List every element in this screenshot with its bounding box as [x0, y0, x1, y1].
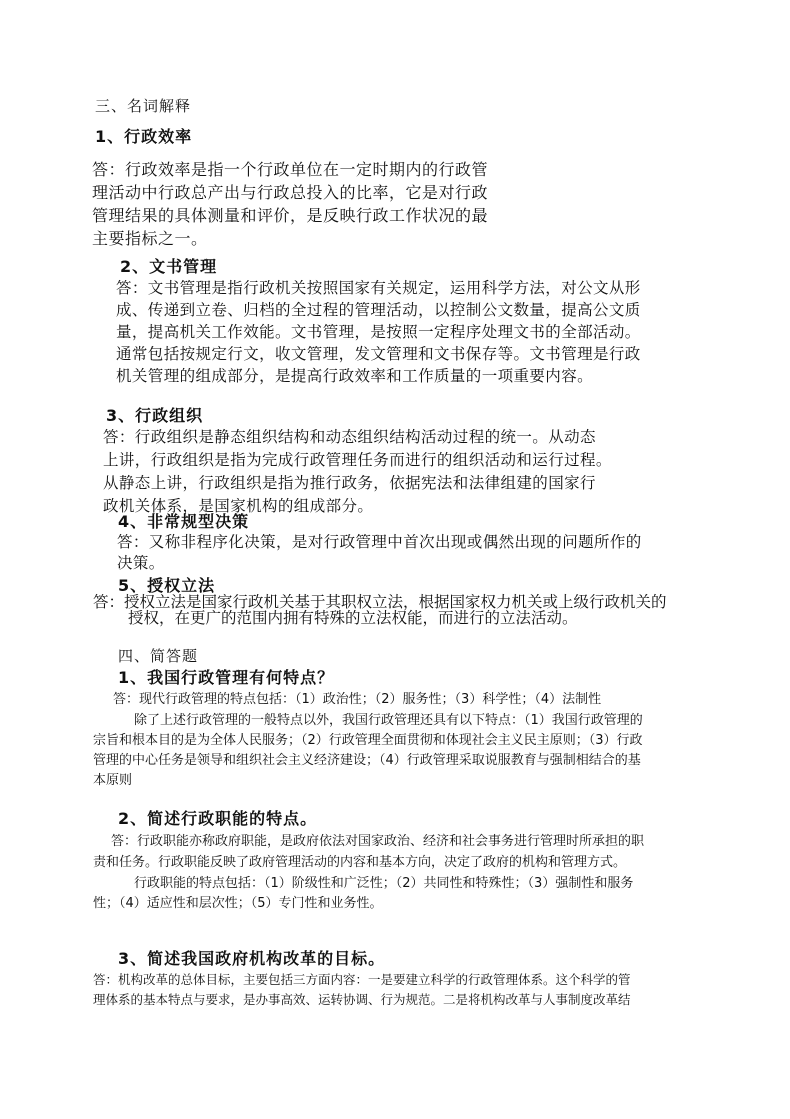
answer-line: 答：行政效率是指一个行政单位在一定时期内的行政管 — [92, 160, 489, 179]
answer-line: 答：授权立法是国家行政机关基于其职权立法，根据国家权力机关或上级行政机关的 — [93, 593, 667, 611]
answer-line: 答：行政职能亦称政府职能，是政府依法对国家政治、经济和社会事务进行管理时所承担的职 — [111, 834, 645, 849]
question-heading: 2、简述行政职能的特点。 — [118, 809, 318, 828]
term-heading: 1、行政效率 — [95, 127, 193, 146]
answer-line: 性；（4）适应性和层次性；（5）专门性和业务性。 — [93, 896, 383, 911]
answer-line: 除了上述行政管理的一般特点以外，我国行政管理还具有以下特点：（1）我国行政管理的 — [134, 713, 643, 728]
section-title: 三、名词解释 — [95, 97, 192, 115]
section-title: 四、简答题 — [118, 647, 199, 665]
answer-line: 答：机构改革的总体目标，主要包括三方面内容：一是要建立科学的行政管理体系。这个科学的管 — [93, 972, 631, 987]
question-heading: 1、我国行政管理有何特点？ — [118, 668, 335, 687]
answer-line: 理活动中行政总产出与行政总投入的比率，它是对行政 — [92, 183, 489, 202]
answer-line: 量，提高机关工作效能。文书管理，是按照一定程序处理文书的全部活动。 — [116, 323, 641, 341]
answer-line: 上讲，行政组织是指为完成行政管理任务而进行的组织活动和运行过程。 — [103, 451, 612, 469]
answer-line: 答：文书管理是指行政机关按照国家有关规定，运用科学方法，对公文从形 — [116, 279, 641, 297]
term-heading: 5、授权立法 — [118, 576, 216, 595]
term-heading: 3、行政组织 — [106, 406, 204, 425]
answer-line: 理体系的基本特点与要求，是办事高效、运转协调、行为规范。二是将机构改革与人事制度改革结 — [93, 992, 631, 1007]
answer-line: 授权，在更广的范围内拥有特殊的立法权能，而进行的立法活动。 — [128, 609, 578, 627]
answer-line: 成、传递到立卷、归档的全过程的管理活动，以控制公文数量，提高公文质 — [116, 301, 641, 319]
answer-line: 决策。 — [117, 554, 165, 572]
answer-line: 政机关体系，是国家机构的组成部分。 — [103, 497, 374, 515]
answer-line: 管理结果的具体测量和评价，是反映行政工作状况的最 — [92, 206, 489, 225]
question-heading: 3、简述我国政府机构改革的目标。 — [118, 949, 386, 968]
term-heading: 4、非常规型决策 — [118, 512, 250, 531]
answer-line: 本原则 — [93, 773, 133, 788]
answer-line: 行政职能的特点包括：（1）阶级性和广泛性；（2）共同性和特殊性；（3）强制性和服务 — [134, 876, 634, 891]
answer-line: 答：现代行政管理的特点包括：（1）政治性；（2）服务性；（3）科学性；（4）法制性 — [113, 692, 602, 707]
answer-line: 机关管理的组成部分，是提高行政效率和工作质量的一项重要内容。 — [116, 367, 594, 385]
answer-line: 宗旨和根本目的是为全体人民服务；（2）行政管理全面贯彻和体现社会主义民主原则；（3）行政 — [93, 733, 643, 748]
answer-line: 答：又称非程序化决策，是对行政管理中首次出现或偶然出现的问题所作的 — [117, 533, 642, 551]
answer-line: 答：行政组织是静态组织结构和动态组织结构活动过程的统一。从动态 — [103, 428, 596, 446]
term-heading: 2、文书管理 — [120, 257, 218, 276]
answer-line: 通常包括按规定行文，收文管理，发文管理和文书保存等。文书管理是行政 — [116, 345, 641, 363]
answer-line: 责和任务。行政职能反映了政府管理活动的内容和基本方向，决定了政府的机构和管理方式。 — [93, 855, 627, 870]
answer-line: 从静态上讲，行政组织是指为推行政务，依据宪法和法律组建的国家行 — [103, 474, 596, 492]
answer-line: 管理的中心任务是领导和组织社会主义经济建设；（4）行政管理采取说服教育与强制相结合的基 — [93, 753, 641, 768]
answer-line: 主要指标之一。 — [92, 229, 208, 248]
